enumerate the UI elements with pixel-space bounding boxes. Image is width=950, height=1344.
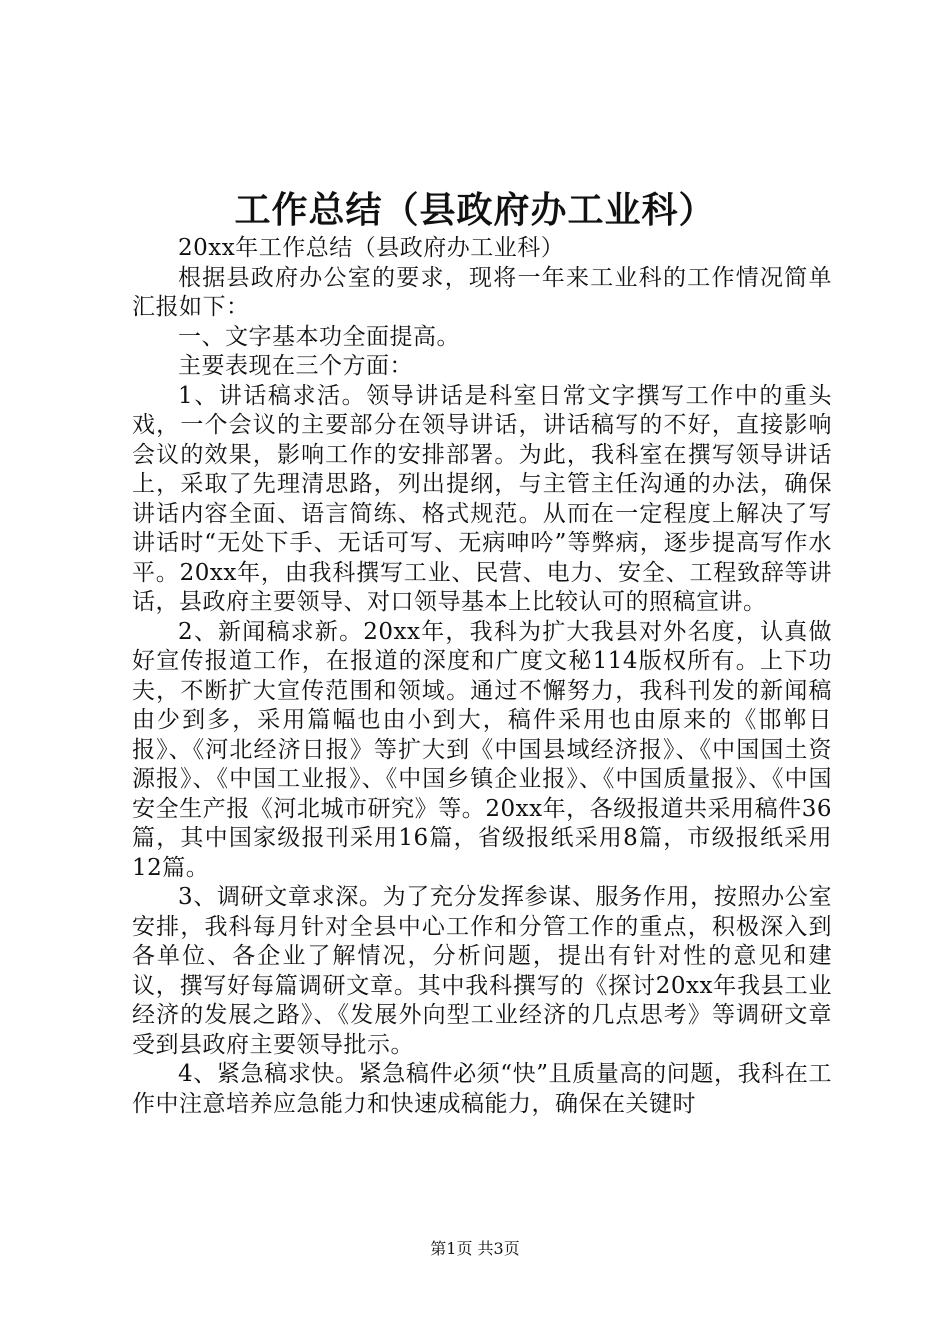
- paragraph-section-heading: 一、文字基本功全面提高。: [178, 323, 460, 350]
- document-title: 工作总结（县政府办工业科）: [234, 189, 716, 231]
- paragraph-intro: 根据县政府办公室的要求，现将一年来工业科的工作情况简单汇报如下：: [132, 264, 832, 320]
- paragraph-item-2: 2、新闻稿求新。20xx年，我科为扩大我县对外名度，认真做好宣传报道工作，在报道的深度和广度文秘114版权所有。上下功夫，不断扩大宣传范围和领域。通过不懈努力，我科刊发的新闻稿由少到多，采用篇幅也由小到大，稿件采用也由原来的《邯郸日报》、《河北经济日报》等扩大到《中国县域经济报》、《中国国土资源报》、《中国工业报》、《中国乡镇企业报》、《中国质量报》、《中国安全生产报《河北城市研究》等。20xx年，各级报道共采用稿件36篇，其中国家级报刊采用16篇，省级报纸采用8篇，市级报纸采用12篇。: [132, 618, 832, 881]
- paragraph-subtitle: 20xx年工作总结（县政府办工业科）: [178, 235, 565, 261]
- page-number: 第1页 共3页: [430, 1239, 520, 1258]
- paragraph-overview: 主要表现在三个方面：: [178, 353, 413, 379]
- paragraph-item-1: 1、讲话稿求活。领导讲话是科室日常文字撰写工作中的重头戏，一个会议的主要部分在领导讲话，讲话稿写的不好，直接影响会议的效果，影响工作的安排部署。为此，我科室在撰写领导讲话上，采取了先理清思路，列出提纲，与主管主任沟通的办法，确保讲话内容全面、语言简练、格式规范。从而在一定程度上解决了写讲话时“无处下手、无话可写、无病呻吟”等弊病，逐步提高写作水平。20xx年，由我科撰写工业、民营、电力、安全、工程致辞等讲话，县政府主要领导、对口领导基本上比较认可的照稿宣讲。: [132, 382, 832, 615]
- document-body: [132, 234, 832, 1119]
- paragraph-item-3: 3、调研文章求深。为了充分发挥参谋、服务作用，按照办公室安排，我科每月针对全县中心工作和分管工作的重点，积极深入到各单位、各企业了解情况，分析问题，提出有针对性的意见和建议，撰写好每篇调研文章。其中我科撰写的《探讨20xx年我县工业经济的发展之路》、《发展外向型工业经济的几点思考》等调研文章受到县政府主要领导批示。: [132, 884, 832, 1058]
- paragraph-item-4: 4、紧急稿求快。紧急稿件必须“快”且质量高的问题，我科在工作中注意培养应急能力和快速成稿能力，确保在关键时: [132, 1061, 832, 1117]
